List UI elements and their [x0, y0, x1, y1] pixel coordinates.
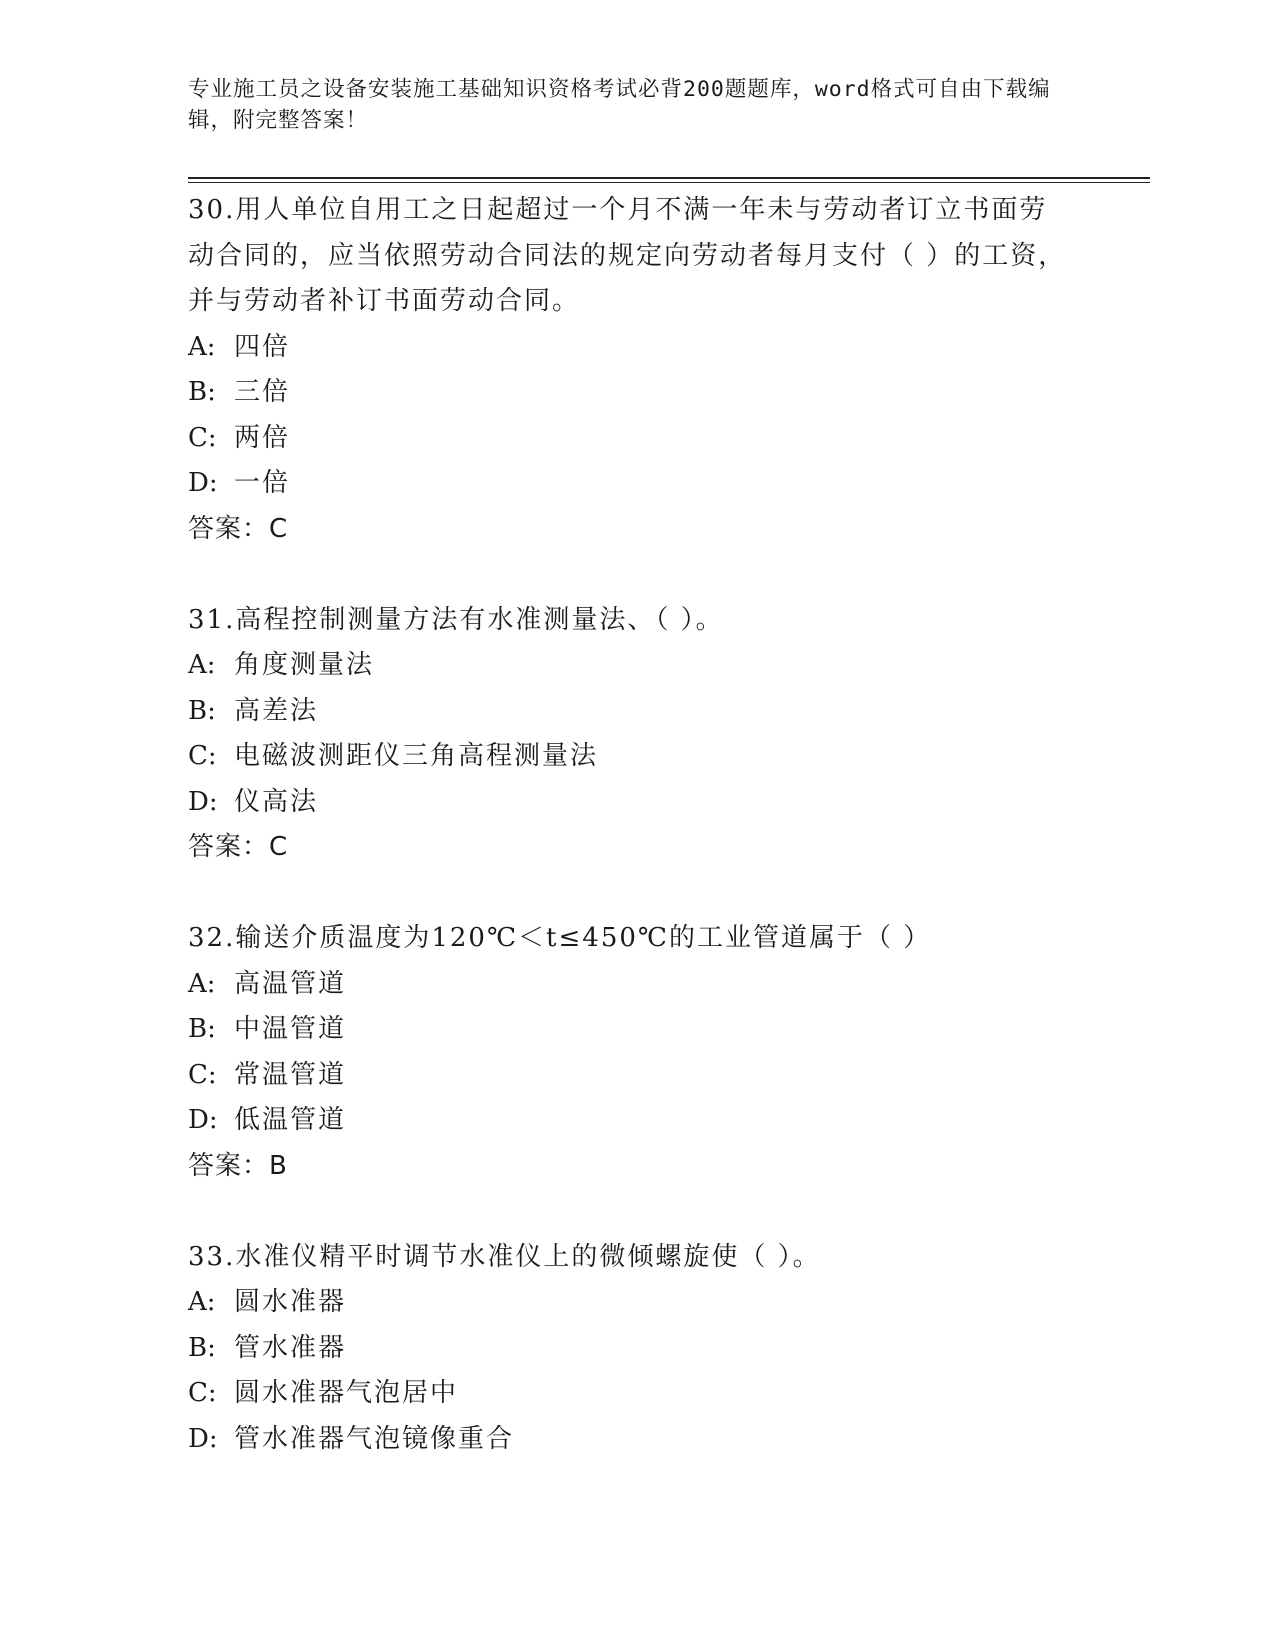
option-text: 管水准器: [234, 1332, 347, 1363]
option-a: [188, 643, 1088, 689]
option-text: 高温管道: [234, 968, 347, 999]
option-text: 低温管道: [234, 1105, 347, 1135]
option-text: 角度测量法: [234, 650, 375, 680]
option-d: [188, 780, 1088, 826]
option-c: [188, 1371, 1088, 1417]
option-text: 三倍: [234, 377, 291, 407]
option-c: [188, 734, 1088, 780]
option-text: 高差法: [234, 695, 319, 726]
spacer: [188, 1189, 1088, 1235]
spacer: [188, 871, 1088, 917]
option-text: 常温管道: [234, 1059, 347, 1090]
header-divider-thin: [188, 182, 1150, 183]
option-letter: A:: [188, 331, 216, 362]
document-header: 专业施工员之设备安装施工基础知识资格考试必背200题题库，word格式可自由下载编辑，附完整答案！: [188, 77, 1051, 133]
option-letter: C:: [188, 1378, 217, 1408]
option-b: [188, 689, 1088, 735]
option-a: [188, 1280, 1088, 1326]
option-text: 电磁波测距仪三角高程测量法: [234, 741, 599, 771]
question-31: [188, 598, 1088, 871]
answer-line: 答案：C: [188, 513, 289, 544]
option-letter: D:: [188, 468, 218, 498]
option-b: [188, 370, 1088, 416]
option-text: 四倍: [234, 331, 291, 362]
option-letter: C:: [188, 1059, 217, 1090]
question-33: [188, 1235, 1088, 1463]
option-letter: C:: [188, 741, 217, 771]
option-text: 圆水准器: [234, 1287, 347, 1317]
option-c: [188, 416, 1088, 462]
question-stem: 32.输送介质温度为120℃＜t≤450℃的工业管道属于（ ）: [188, 923, 932, 953]
option-letter: A:: [188, 968, 216, 999]
question-30: [188, 188, 1088, 552]
option-letter: B:: [188, 1332, 216, 1363]
option-d: [188, 1417, 1088, 1463]
option-b: [188, 1326, 1088, 1372]
header-divider-thick: [188, 177, 1150, 179]
option-a: [188, 962, 1088, 1008]
option-text: 两倍: [234, 422, 291, 453]
option-d: [188, 461, 1088, 507]
option-text: 圆水准器气泡居中: [234, 1378, 459, 1408]
answer-line: 答案：B: [188, 1150, 288, 1181]
option-letter: D:: [188, 1105, 218, 1135]
question-list: [188, 188, 1088, 1462]
option-letter: A:: [188, 650, 216, 680]
spacer: [188, 552, 1088, 598]
option-d: [188, 1098, 1088, 1144]
option-a: [188, 325, 1088, 371]
option-text: 一倍: [234, 468, 291, 498]
option-c: [188, 1053, 1088, 1099]
option-letter: C:: [188, 422, 217, 453]
question-32: [188, 916, 1088, 1189]
option-letter: B:: [188, 1014, 216, 1044]
option-letter: B:: [188, 377, 216, 407]
option-text: 中温管道: [234, 1014, 347, 1044]
option-b: [188, 1007, 1088, 1053]
answer-line: 答案：C: [188, 832, 289, 862]
question-stem: 31.高程控制测量方法有水准测量法、（ ）。: [188, 604, 724, 635]
option-letter: A:: [188, 1287, 216, 1317]
option-text: 仪高法: [234, 786, 319, 817]
question-stem: 33.水准仪精平时调节水准仪上的微倾螺旋使（ ）。: [188, 1241, 821, 1272]
option-letter: B:: [188, 695, 216, 726]
question-stem: 30.用人单位自用工之日起超过一个月不满一年未与劳动者订立书面劳动合同的，应当依照劳动合同法的规定向劳动者每月支付（ ）的工资，并与劳动者补订书面劳动合同。: [188, 195, 1067, 316]
option-letter: D:: [188, 1423, 218, 1454]
option-text: 管水准器气泡镜像重合: [234, 1423, 515, 1454]
option-letter: D:: [188, 786, 218, 817]
